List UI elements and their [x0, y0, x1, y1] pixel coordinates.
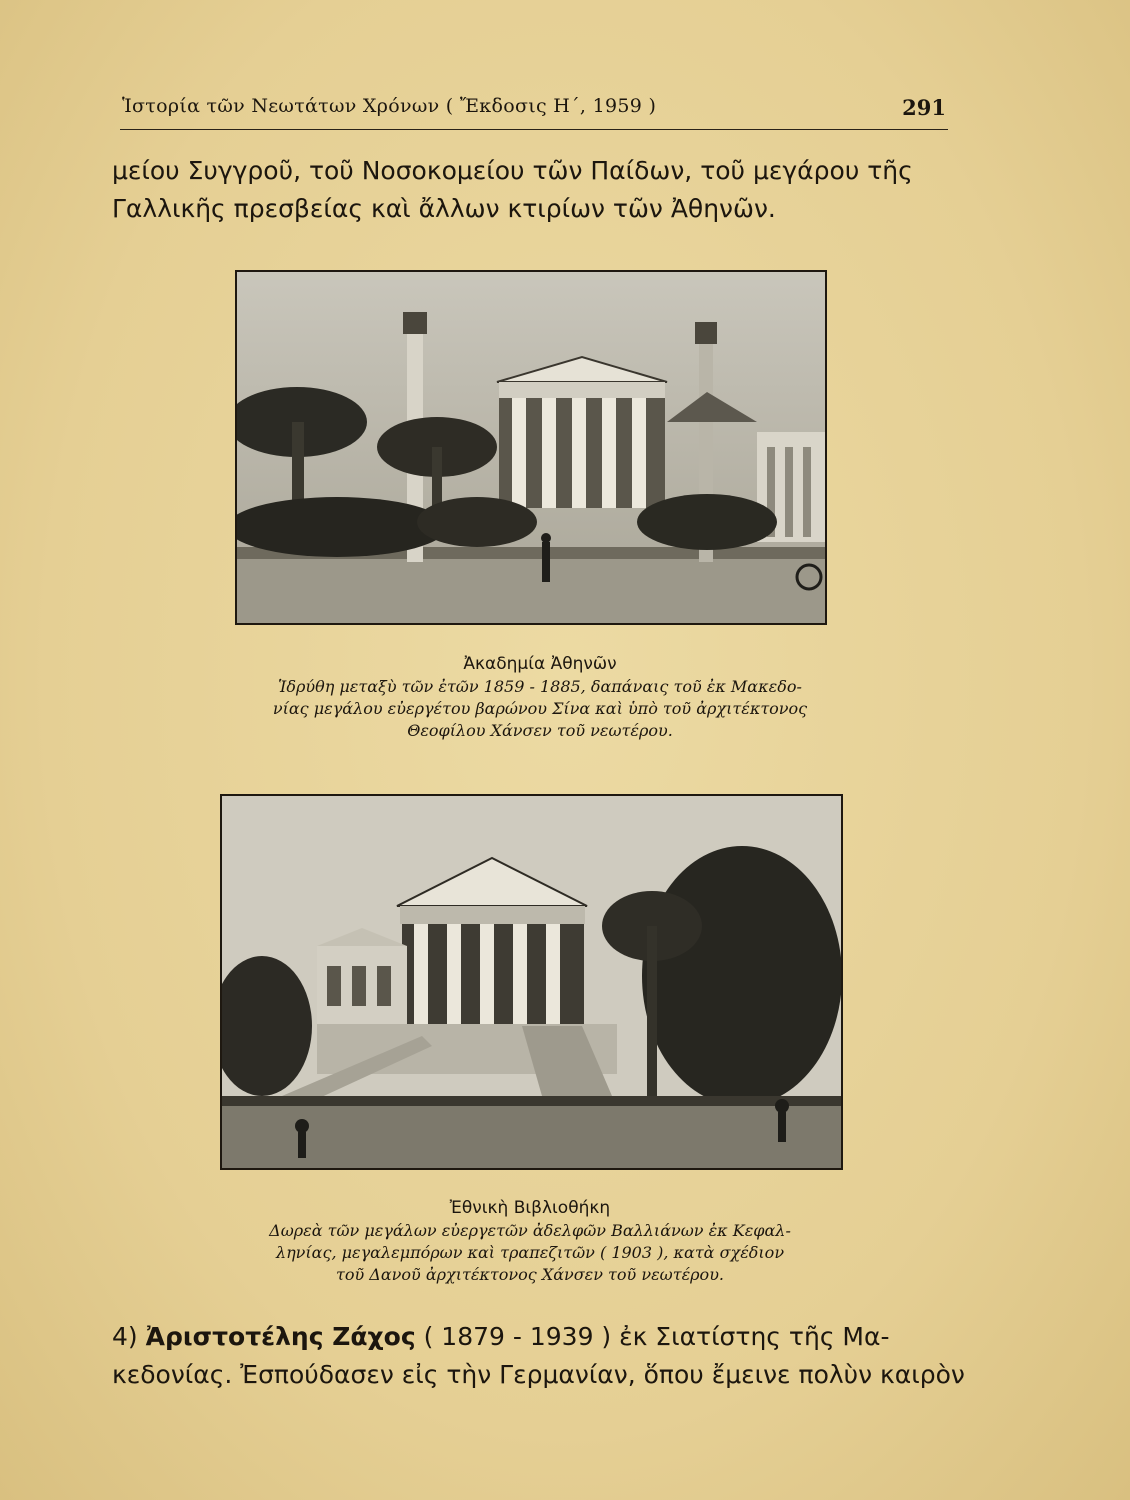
item-number: 4) — [112, 1322, 138, 1351]
paragraph-line-rest: ( 1879 - 1939 ) ἐκ Σιατίστης τῆς Μα- — [423, 1322, 890, 1351]
person-name: Ἀριστοτέλης Ζάχος — [145, 1322, 416, 1351]
caption-line: Δωρεὰ τῶν μεγάλων εὐεργετῶν ἀδελφῶν Βαλλιάνων ἐκ Κεφαλ- — [269, 1221, 791, 1240]
caption-title: Ἀκαδημία Ἀθηνῶν — [463, 654, 617, 674]
academy-photo — [235, 270, 827, 625]
bottom-paragraph — [112, 1318, 965, 1394]
national-library-photo — [220, 794, 843, 1170]
academy-caption — [200, 652, 880, 742]
caption-line: Θεοφίλου Χάνσεν τοῦ νεωτέρου. — [407, 721, 673, 740]
caption-line: νίας μεγάλου εὐεργέτου βαρώνου Σίνα καὶ ὑπὸ τοῦ ἀρχιτέκτονος — [272, 699, 808, 718]
paragraph-line — [112, 1318, 948, 1356]
caption-line: τοῦ Δανοῦ ἀρχιτέκτονος Χάνσεν τοῦ νεωτέρου. — [335, 1265, 724, 1284]
caption-line: ληνίας, μεγαλεμπόρων καὶ τραπεζιτῶν ( 1903 ), κατὰ σχέδιον — [275, 1243, 785, 1262]
national-library-caption — [180, 1196, 880, 1286]
page-header — [120, 95, 948, 130]
caption-title: Ἐθνικὴ Βιβλιοθήκη — [449, 1198, 611, 1218]
running-title: Ἱστορία τῶν Νεωτάτων Χρόνων ( Ἔκδοσις Η΄, 1959 ) — [122, 95, 657, 117]
paragraph-line: μείου Συγγροῦ, τοῦ Νοσοκομείου τῶν Παίδων, τοῦ μεγάρου τῆς — [112, 156, 913, 185]
page-number: 291 — [902, 95, 946, 120]
paragraph-line: κεδονίας. Ἐσπούδασεν εἰς τὴν Γερμανίαν, ὅπου ἔμεινε πολὺν καιρὸν — [112, 1360, 965, 1389]
paragraph-line: Γαλλικῆς πρεσβείας καὶ ἄλλων κτιρίων τῶν Ἀθηνῶν. — [112, 194, 776, 223]
top-paragraph — [112, 152, 948, 228]
caption-line: Ἱδρύθη μεταξὺ τῶν ἐτῶν 1859 - 1885, δαπάναις τοῦ ἐκ Μακεδο- — [278, 677, 802, 696]
